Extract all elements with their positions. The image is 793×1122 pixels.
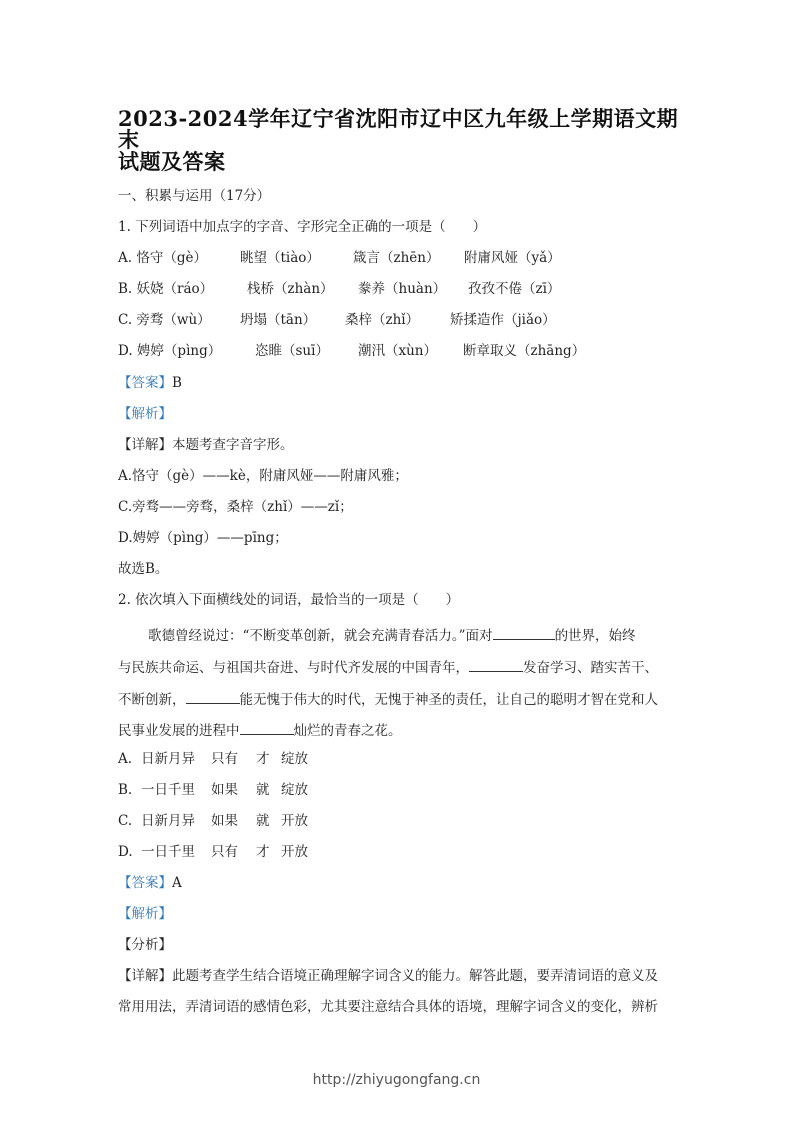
document-title-line2: 试题及答案 bbox=[118, 149, 226, 174]
option-word: 孜孜不倦（zī） bbox=[468, 281, 561, 297]
passage-text: 发奋学习、踏实苦干、 bbox=[523, 660, 658, 676]
option-word: 才 bbox=[256, 751, 270, 767]
question2-analysis-tag: 【解析】 bbox=[118, 906, 172, 922]
passage-text: 的世界，始终 bbox=[554, 628, 636, 644]
option-word: C. 旁骛（wù） bbox=[118, 312, 211, 328]
option-word: 如果 bbox=[211, 813, 238, 829]
option-word: 栈桥（zhàn） bbox=[247, 281, 334, 297]
option-word: 眺望（tiào） bbox=[240, 250, 320, 266]
option-word: 恣睢（suī） bbox=[255, 343, 329, 359]
passage-text: 不断创新， bbox=[118, 692, 186, 708]
option-word: 绽放 bbox=[281, 751, 308, 767]
question1-detail-a: A.恪守（gè）——kè，附庸风娅——附庸风雅； bbox=[118, 468, 408, 484]
question1-stem: 1. 下列词语中加点字的字音、字形完全正确的一项是（ ） bbox=[118, 219, 487, 235]
question2-detail-line1: 【详解】此题考查学生结合语境正确理解字词含义的能力。解答此题，要弄清词语的意义及 bbox=[118, 968, 658, 984]
question2-analysis: 【分析】 bbox=[118, 937, 172, 953]
option-letter: C. bbox=[118, 813, 133, 829]
answer-tag: 【答案】 bbox=[118, 875, 172, 891]
option-word: 就 bbox=[256, 813, 270, 829]
option-word: 桑梓（zhǐ） bbox=[345, 312, 420, 328]
section-heading: 一、积累与运用（17分） bbox=[118, 188, 271, 204]
option-word: 断章取义（zhāng） bbox=[463, 343, 586, 359]
option-word: 坍塌（tān） bbox=[240, 312, 317, 328]
question2-passage-line3 bbox=[118, 691, 678, 708]
option-word: 才 bbox=[256, 844, 270, 860]
option-word: A. 恪守（gè） bbox=[118, 250, 207, 266]
option-word: 矫揉造作（jiǎo） bbox=[450, 312, 556, 328]
passage-text: 民事业发展的进程中 bbox=[118, 723, 240, 739]
question2-detail-line2: 常用用法，弄清词语的感情色彩，尤其要注意结合具体的语境，理解字词含义的变化，辨析 bbox=[118, 999, 658, 1015]
question2-passage-line4 bbox=[118, 722, 678, 739]
passage-text: 与民族共命运、与祖国共奋进、与时代齐发展的中国青年， bbox=[118, 660, 469, 676]
passage-text: 灿烂的青春之花。 bbox=[293, 723, 402, 739]
question2-passage-line1 bbox=[148, 627, 708, 644]
document-title-line1: 2023-2024学年辽宁省沈阳市辽中区九年级上学期语文期末 bbox=[118, 106, 679, 152]
option-word: 开放 bbox=[281, 844, 308, 860]
question2-answer bbox=[118, 877, 182, 891]
question2-stem: 2. 依次填入下面横线处的词语，最恰当的一项是（ ） bbox=[118, 592, 460, 608]
option-word: 就 bbox=[256, 782, 270, 798]
answer-tag: 【答案】 bbox=[118, 375, 172, 391]
question1-conclusion: 故选B。 bbox=[118, 561, 169, 577]
option-word: 豢养（huàn） bbox=[358, 281, 447, 297]
option-word: 一日千里 bbox=[141, 844, 195, 860]
fill-blank bbox=[186, 691, 240, 704]
answer-value: B bbox=[172, 375, 182, 391]
passage-text: 能无愧于伟大的时代，无愧于神圣的责任，让自己的聪明才智在党和人 bbox=[239, 692, 658, 708]
option-word: 绽放 bbox=[281, 782, 308, 798]
option-word: 开放 bbox=[281, 813, 308, 829]
option-letter: A. bbox=[118, 751, 133, 767]
question1-analysis-tag: 【解析】 bbox=[118, 406, 172, 422]
option-word: 一日千里 bbox=[141, 782, 195, 798]
fill-blank bbox=[240, 722, 294, 735]
passage-text: 歌德曾经说过：“不断变革创新，就会充满青春活力。”面对 bbox=[148, 628, 493, 644]
answer-value: A bbox=[172, 875, 182, 891]
question1-detail-d: D.娉婷（pìng）——pīng； bbox=[118, 530, 288, 546]
option-word: 只有 bbox=[211, 844, 238, 860]
option-letter: B. bbox=[118, 782, 133, 798]
option-word: 潮汛（xùn） bbox=[358, 343, 438, 359]
option-word: 只有 bbox=[211, 751, 238, 767]
option-word: 如果 bbox=[211, 782, 238, 798]
option-word: 附庸风娅（yǎ） bbox=[464, 250, 561, 266]
question1-detail: 【详解】本题考查字音字形。 bbox=[118, 437, 294, 453]
question1-detail-c: C.旁骛——旁骛，桑梓（zhǐ）——zǐ； bbox=[118, 499, 353, 515]
fill-blank bbox=[469, 659, 523, 672]
question1-answer bbox=[118, 377, 182, 391]
option-word: 箴言（zhēn） bbox=[353, 250, 440, 266]
option-word: D. 娉婷（pìng） bbox=[118, 343, 222, 359]
footer-url: http://zhiyugongfang.cn bbox=[312, 1072, 481, 1088]
question2-passage-line2 bbox=[118, 659, 678, 676]
fill-blank bbox=[493, 627, 555, 640]
option-word: B. 妖娆（ráo） bbox=[118, 281, 214, 297]
option-letter: D. bbox=[118, 844, 133, 860]
option-word: 日新月异 bbox=[141, 813, 195, 829]
option-word: 日新月异 bbox=[141, 751, 195, 767]
